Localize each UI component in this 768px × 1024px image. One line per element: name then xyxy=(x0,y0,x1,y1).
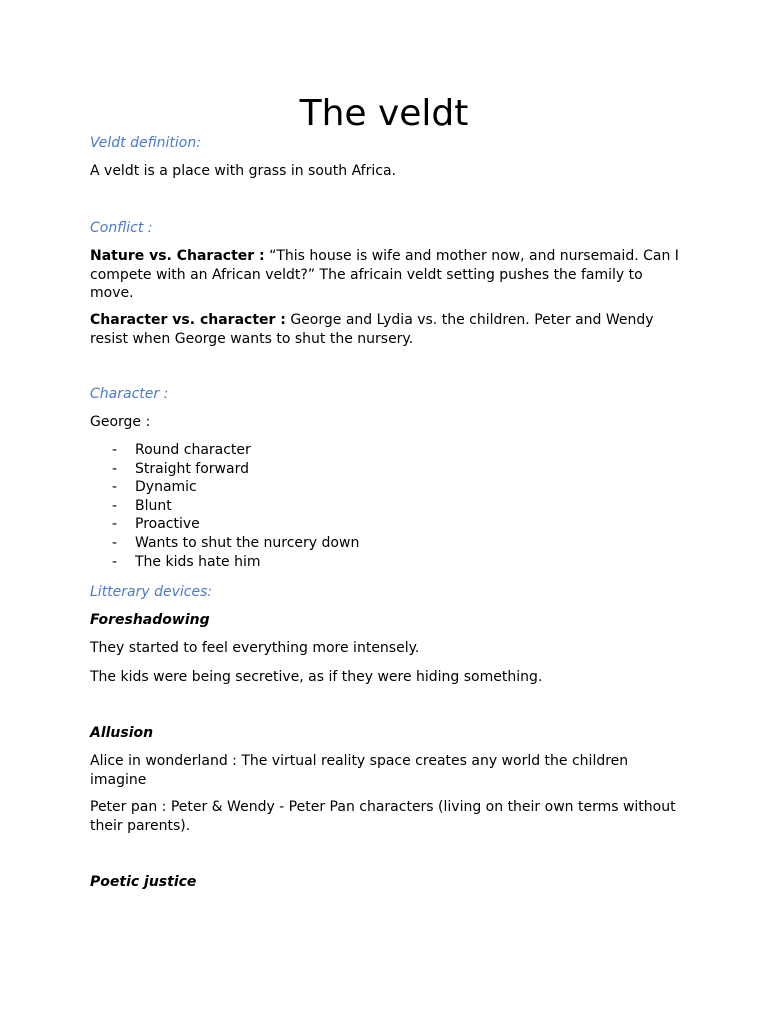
conflict-nature-text: “This house is wife and mother now, and nursemaid. Can I compete with an African veldt?” The africain veldt setting pushes the family to move. xyxy=(90,248,679,301)
list-item xyxy=(90,534,359,553)
list-bullet: - xyxy=(112,516,118,533)
poetic-justice-title: Poetic justice xyxy=(90,874,197,890)
veldt-definition-text: A veldt is a place with grass in south Africa. xyxy=(90,163,396,179)
list-bullet: - xyxy=(112,553,118,570)
conflict-character-label: Character vs. character : xyxy=(90,312,286,328)
trait-label: Blunt xyxy=(135,497,172,514)
foreshadowing-line-1: They started to feel everything more intensely. xyxy=(90,640,420,656)
list-item xyxy=(90,515,359,534)
allusion-line-2: Peter pan : Peter & Wendy - Peter Pan characters (living on their own terms without their parents). xyxy=(90,799,676,834)
foreshadowing-line-2: The kids were being secretive, as if they were hiding something. xyxy=(90,669,543,685)
allusion-title: Allusion xyxy=(90,725,154,741)
list-item xyxy=(90,478,359,497)
list-bullet: - xyxy=(112,442,118,458)
list-item xyxy=(90,460,359,479)
conflict-heading: Conflict : xyxy=(90,220,153,236)
list-bullet: - xyxy=(112,479,118,496)
list-item xyxy=(90,553,359,572)
character-heading: Character : xyxy=(90,386,169,402)
conflict-character-paragraph xyxy=(90,311,682,348)
character-traits-list xyxy=(90,441,359,571)
list-item xyxy=(90,441,359,460)
trait-label: Round character xyxy=(135,442,251,458)
trait-label: Proactive xyxy=(135,516,200,533)
conflict-character-text: George and Lydia vs. the children. Peter and Wendy resist when George wants to shut the nursery. xyxy=(90,312,654,347)
document-title: The veldt xyxy=(299,93,469,134)
conflict-nature-paragraph xyxy=(90,247,682,303)
character-name: George : xyxy=(90,414,151,430)
trait-label: The kids hate him xyxy=(135,553,261,570)
conflict-nature-label: Nature vs. Character : xyxy=(90,248,265,264)
trait-label: Wants to shut the nurcery down xyxy=(135,534,360,551)
list-item xyxy=(90,497,359,516)
allusion-line-1: Alice in wonderland : The virtual reality space creates any world the children imagine xyxy=(90,753,629,788)
trait-label: Dynamic xyxy=(135,479,197,496)
literary-devices-heading: Litterary devices: xyxy=(90,584,213,600)
trait-label: Straight forward xyxy=(135,460,249,477)
veldt-definition-heading: Veldt definition: xyxy=(90,135,201,151)
list-bullet: - xyxy=(112,460,118,477)
list-bullet: - xyxy=(112,497,118,514)
foreshadowing-title: Foreshadowing xyxy=(90,612,210,628)
list-bullet: - xyxy=(112,534,118,551)
